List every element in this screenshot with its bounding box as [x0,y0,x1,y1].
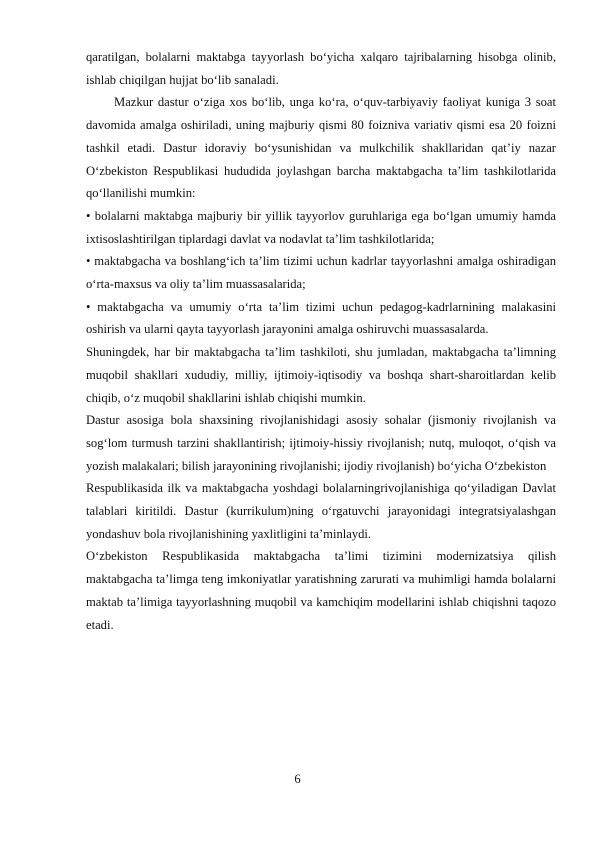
paragraph-5: Respublikasida ilk va maktabgacha yoshdagi bolalarningrivojlanishiga qo‘yiladigan Davlat talablari kiritildi. Dastur (kurrikulum)ning o‘rgatuvchi jarayonidagi integratsiyalashgan yondashuv bola rivojlanishining yaxlitligini ta’minlaydi. [86,481,556,541]
page-number: 6 [294,772,301,786]
bullet-item-3: • maktabgacha va umumiy o‘rta ta’lim tizimi uchun pedagog-kadrlarnining malakasini oshirish va ularni qayta tayyorlash jarayonini amalga oshiruvchi muassasalarda. [86,299,556,337]
paragraph-1: qaratilgan, bolalarni maktabga tayyorlash bo‘yicha xalqaro tajribalarning hisobga olinib, ishlab chiqilgan hujjat bo‘lib sanaladi. [86,50,556,87]
bullet-item-1: • bolalarni maktabga majburiy bir yillik tayyorlov guruhlariga ega bo‘lgan umumiy hamda ixtisoslashtirilgan tiplardagi davlat va nodavlat ta’lim tashkilotlarida; [86,208,556,246]
paragraph-3: Shuningdek, har bir maktabgacha ta’lim tashkiloti, shu jumladan, maktabgacha ta’limning muqobil shakllari xududiy, milliy, ijtimoiy-iqtisodiy va boshqa shart-sharoitlardan kelib chiqib, o‘z muqobil shakllarini ishlab chiqishi mumkin. [86,345,556,405]
paragraph-6: O‘zbekiston Respublikasida maktabgacha ta’limi tizimini modernizatsiya qilish maktabgacha ta’limga teng imkoniyatlar yaratishning zarurati va muhimligi hamda bolalarni maktab ta’limiga tayyorlashning muqobil va kamchiqim modellarini ishlab chiqishni taqozo etadi. [86,549,556,632]
paragraph-2: Mazkur dastur o‘ziga xos bo‘lib, unga ko‘ra, o‘quv-tarbiyaviy faoliyat kuniga 3 soat davomida amalga oshiriladi, uning majburiy qismi 80 foizniva variativ qismi esa 20 foizni tashkil etadi. Dastur idoraviy bo‘ysunishidan va mulkchilik shakllaridan qat’iy nazar O‘zbekiston Respublikasi hududida joylashgan barcha maktabgacha ta’lim tashkilotlarida qo‘llanilishi mumkin: [86,95,556,201]
paragraph-4: Dastur asosiga bola shaxsining rivojlanishidagi asosiy sohalar (jismoniy rivojlanish va sog‘lom turmush tarzini shakllantirish; ijtimoiy-hissiy rivojlanish; nutq, muloqot, o‘qish va yozish malakalari; bilish jarayonining rivojlanishi; ijodiy rivojlanish) bo‘yicha O‘zbekiston [86,413,556,473]
bullet-item-2: • maktabgacha va boshlang‘ich ta’lim tizimi uchun kadrlar tayyorlashni amalga oshiradigan o‘rta-maxsus va oliy ta’lim muassasalarida; [86,254,556,292]
document-page [86,46,556,636]
